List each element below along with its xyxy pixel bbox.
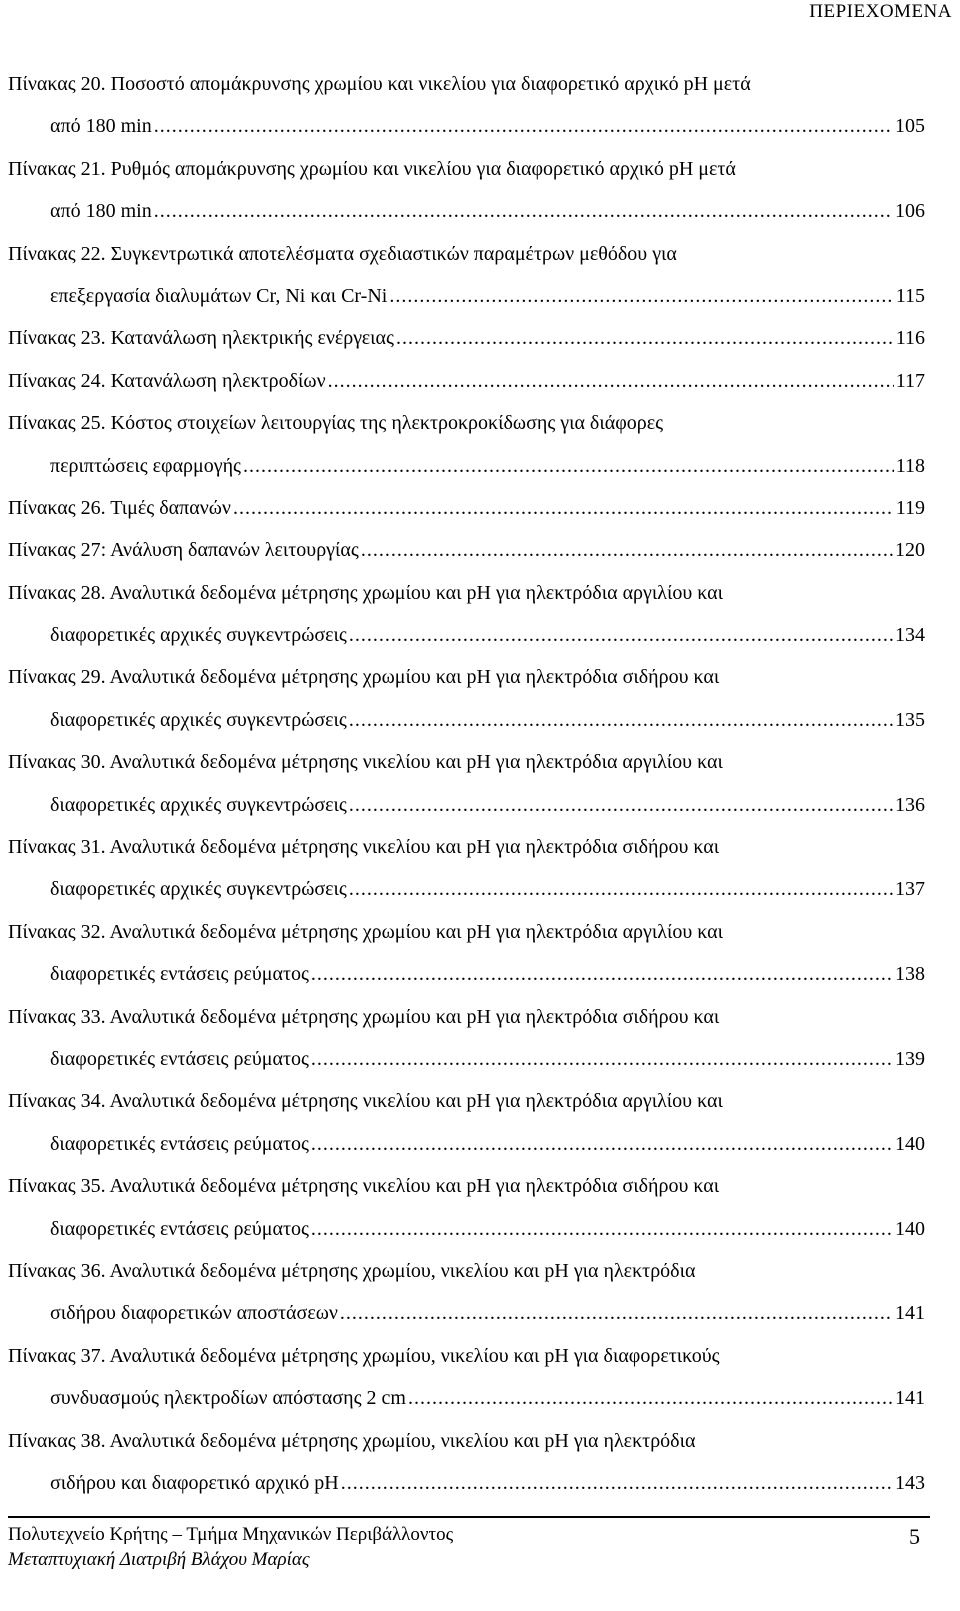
footer-thesis-author: Μεταπτυχιακή Διατριβή Βλάχου Μαρίας (8, 1549, 310, 1570)
toc-entry[interactable] (8, 63, 925, 148)
toc-entry[interactable] (8, 148, 925, 233)
toc-entry-text: διαφορετικές αρχικές συγκεντρώσεις (50, 793, 347, 816)
toc-entry-text: διαφορετικές εντάσεις ρεύματος (50, 1047, 309, 1070)
page-number: 5 (909, 1524, 920, 1549)
toc-entry-text: διαφορετικές αρχικές συγκεντρώσεις (50, 878, 347, 901)
toc-entry-text: από 180 min (50, 200, 152, 223)
dot-leader (349, 868, 893, 910)
toc-entry-text: συνδυασμούς ηλεκτροδίων απόστασης 2 cm (50, 1387, 406, 1410)
toc-entry-line (8, 1462, 925, 1504)
toc-entry-title: Πίνακας 34. Αναλυτικά δεδομένα μέτρησης νικελίου και pH για ηλεκτρόδια αργιλίου και (8, 1090, 723, 1113)
footer-divider (8, 1516, 930, 1518)
toc-entry[interactable] (8, 656, 925, 741)
toc-entry[interactable] (8, 826, 925, 911)
dot-leader (311, 1038, 893, 1080)
toc-page-number: 135 (895, 708, 925, 731)
toc-page-number: 106 (895, 200, 925, 223)
footer-university: Πολυτεχνείο Κρήτης – Τμήμα Μηχανικών Περιβάλλοντος (8, 1524, 454, 1545)
toc-entry[interactable] (8, 317, 925, 359)
toc-entry-title: Πίνακας 37. Αναλυτικά δεδομένα μέτρησης χρωμίου, νικελίου και pH για διαφορετικούς (8, 1344, 720, 1367)
toc-entry-line (8, 1038, 925, 1080)
toc-page-number: 119 (895, 496, 925, 519)
toc-page-number: 137 (895, 878, 925, 901)
toc-entry-line (8, 317, 925, 359)
dot-leader (349, 784, 893, 826)
dot-leader (311, 1123, 893, 1165)
toc-entry-line (8, 445, 925, 487)
toc-entry-title: Πίνακας 28. Αναλυτικά δεδομένα μέτρησης χρωμίου και pH για ηλεκτρόδια αργιλίου και (8, 581, 723, 604)
toc-entry-line (8, 868, 925, 910)
toc-entry-text: σιδήρου διαφορετικών αποστάσεων (50, 1302, 338, 1325)
dot-leader (396, 317, 894, 359)
toc-page-number: 141 (895, 1302, 925, 1325)
toc-entry-text: διαφορετικές εντάσεις ρεύματος (50, 1217, 309, 1240)
toc-entry[interactable] (8, 529, 925, 571)
dot-leader (341, 1462, 893, 1504)
toc-entry[interactable] (8, 1335, 925, 1420)
toc-entry-title: Πίνακας 30. Αναλυτικά δεδομένα μέτρησης νικελίου και pH για ηλεκτρόδια αργιλίου και (8, 751, 723, 774)
toc-page-number: 105 (895, 115, 925, 138)
dot-leader (243, 445, 894, 487)
toc-entry-title: Πίνακας 21. Ρυθμός απομάκρυνσης χρωμίου και νικελίου για διαφορετικό αρχικό pH μετά (8, 157, 736, 180)
toc-entry-line (8, 360, 925, 402)
toc-entry-title: Πίνακας 25. Κόστος στοιχείων λειτουργίας της ηλεκτροκροκίδωσης για διάφορες (8, 412, 664, 435)
toc-entry-text: διαφορετικές αρχικές συγκεντρώσεις (50, 708, 347, 731)
table-of-contents (8, 63, 925, 1504)
toc-entry-line (8, 784, 925, 826)
toc-entry-title: Πίνακας 36. Αναλυτικά δεδομένα μέτρησης χρωμίου, νικελίου και pH για ηλεκτρόδια (8, 1259, 696, 1282)
dot-leader (361, 529, 893, 571)
toc-entry-text: περιπτώσεις εφαρμογής (50, 454, 241, 477)
toc-entry[interactable] (8, 911, 925, 996)
toc-entry[interactable] (8, 1080, 925, 1165)
toc-page-number: 115 (895, 284, 925, 307)
toc-entry-text: Πίνακας 23. Κατανάλωση ηλεκτρικής ενέργειας (8, 327, 394, 350)
toc-entry-line (8, 190, 925, 232)
dot-leader (389, 275, 893, 317)
toc-page-number: 120 (895, 539, 925, 562)
toc-entry-title: Πίνακας 29. Αναλυτικά δεδομένα μέτρησης χρωμίου και pH για ηλεκτρόδια σιδήρου και (8, 666, 720, 689)
toc-page-number: 134 (895, 624, 925, 647)
toc-entry-line (8, 487, 925, 529)
toc-entry-text: από 180 min (50, 115, 152, 138)
toc-page-number: 116 (895, 327, 925, 350)
toc-entry-text: επεξεργασία διαλυμάτων Cr, Ni και Cr-Ni (50, 284, 388, 307)
toc-entry-title: Πίνακας 20. Ποσοστό απομάκρυνσης χρωμίου και νικελίου για διαφορετικό αρχικό pH μετά (8, 73, 751, 95)
toc-page-number: 117 (895, 369, 925, 392)
toc-entry-title: Πίνακας 35. Αναλυτικά δεδομένα μέτρησης νικελίου και pH για ηλεκτρόδια σιδήρου και (8, 1175, 720, 1198)
toc-page-number: 136 (895, 793, 925, 816)
toc-entry-line (8, 614, 925, 656)
toc-entry[interactable] (8, 1420, 925, 1505)
toc-entry-title: Πίνακας 33. Αναλυτικά δεδομένα μέτρησης χρωμίου και pH για ηλεκτρόδια σιδήρου και (8, 1005, 720, 1028)
toc-entry-line (8, 953, 925, 995)
toc-page-number: 118 (895, 454, 925, 477)
dot-leader (340, 1292, 893, 1334)
toc-page-number: 140 (895, 1132, 925, 1155)
dot-leader (349, 614, 893, 656)
toc-page-number: 139 (895, 1047, 925, 1070)
toc-page-number: 140 (895, 1217, 925, 1240)
toc-entry-text: Πίνακας 27: Ανάλυση δαπανών λειτουργίας (8, 539, 359, 562)
dot-leader (408, 1377, 893, 1419)
toc-page-number: 138 (895, 963, 925, 986)
toc-entry-line (8, 1292, 925, 1334)
toc-entry[interactable] (8, 360, 925, 402)
toc-entry-line (8, 1208, 925, 1250)
toc-entry[interactable] (8, 1165, 925, 1250)
toc-entry-text: Πίνακας 24. Κατανάλωση ηλεκτροδίων (8, 369, 326, 392)
toc-entry-line (8, 699, 925, 741)
toc-entry-title: Πίνακας 32. Αναλυτικά δεδομένα μέτρησης χρωμίου και pH για ηλεκτρόδια αργιλίου και (8, 920, 723, 943)
toc-entry-line (8, 275, 925, 317)
dot-leader (328, 360, 894, 402)
toc-entry-title: Πίνακας 22. Συγκεντρωτικά αποτελέσματα σχεδιαστικών παραμέτρων μεθόδου για (8, 242, 677, 265)
toc-entry[interactable] (8, 741, 925, 826)
toc-entry-text: διαφορετικές εντάσεις ρεύματος (50, 1132, 309, 1155)
toc-page-number: 141 (895, 1387, 925, 1410)
dot-leader (349, 699, 893, 741)
page-footer (8, 1522, 926, 1572)
toc-entry-line (8, 105, 925, 147)
dot-leader (233, 487, 894, 529)
toc-entry[interactable] (8, 572, 925, 657)
toc-entry-text: Πίνακας 26. Τιμές δαπανών (8, 496, 231, 519)
dot-leader (154, 105, 893, 147)
dot-leader (154, 190, 893, 232)
toc-entry-line (8, 529, 925, 571)
toc-entry-line (8, 1377, 925, 1419)
toc-entry-text: σιδήρου και διαφορετικό αρχικό pH (50, 1471, 339, 1494)
dot-leader (311, 953, 893, 995)
toc-page-number: 143 (895, 1471, 925, 1494)
toc-entry-text: διαφορετικές αρχικές συγκεντρώσεις (50, 624, 347, 647)
toc-entry-line (8, 1123, 925, 1165)
toc-entry-text: διαφορετικές εντάσεις ρεύματος (50, 963, 309, 986)
toc-entry[interactable] (8, 233, 925, 318)
dot-leader (311, 1208, 893, 1250)
toc-entry[interactable] (8, 487, 925, 529)
toc-entry[interactable] (8, 402, 925, 487)
toc-entry[interactable] (8, 996, 925, 1081)
toc-entry-title: Πίνακας 38. Αναλυτικά δεδομένα μέτρησης χρωμίου, νικελίου και pH για ηλεκτρόδια (8, 1429, 696, 1452)
toc-entry[interactable] (8, 1250, 925, 1335)
page-header-title: ΠΕΡΙΕΧΟΜΕΝΑ (809, 1, 952, 22)
toc-entry-title: Πίνακας 31. Αναλυτικά δεδομένα μέτρησης νικελίου και pH για ηλεκτρόδια σιδήρου και (8, 836, 720, 859)
